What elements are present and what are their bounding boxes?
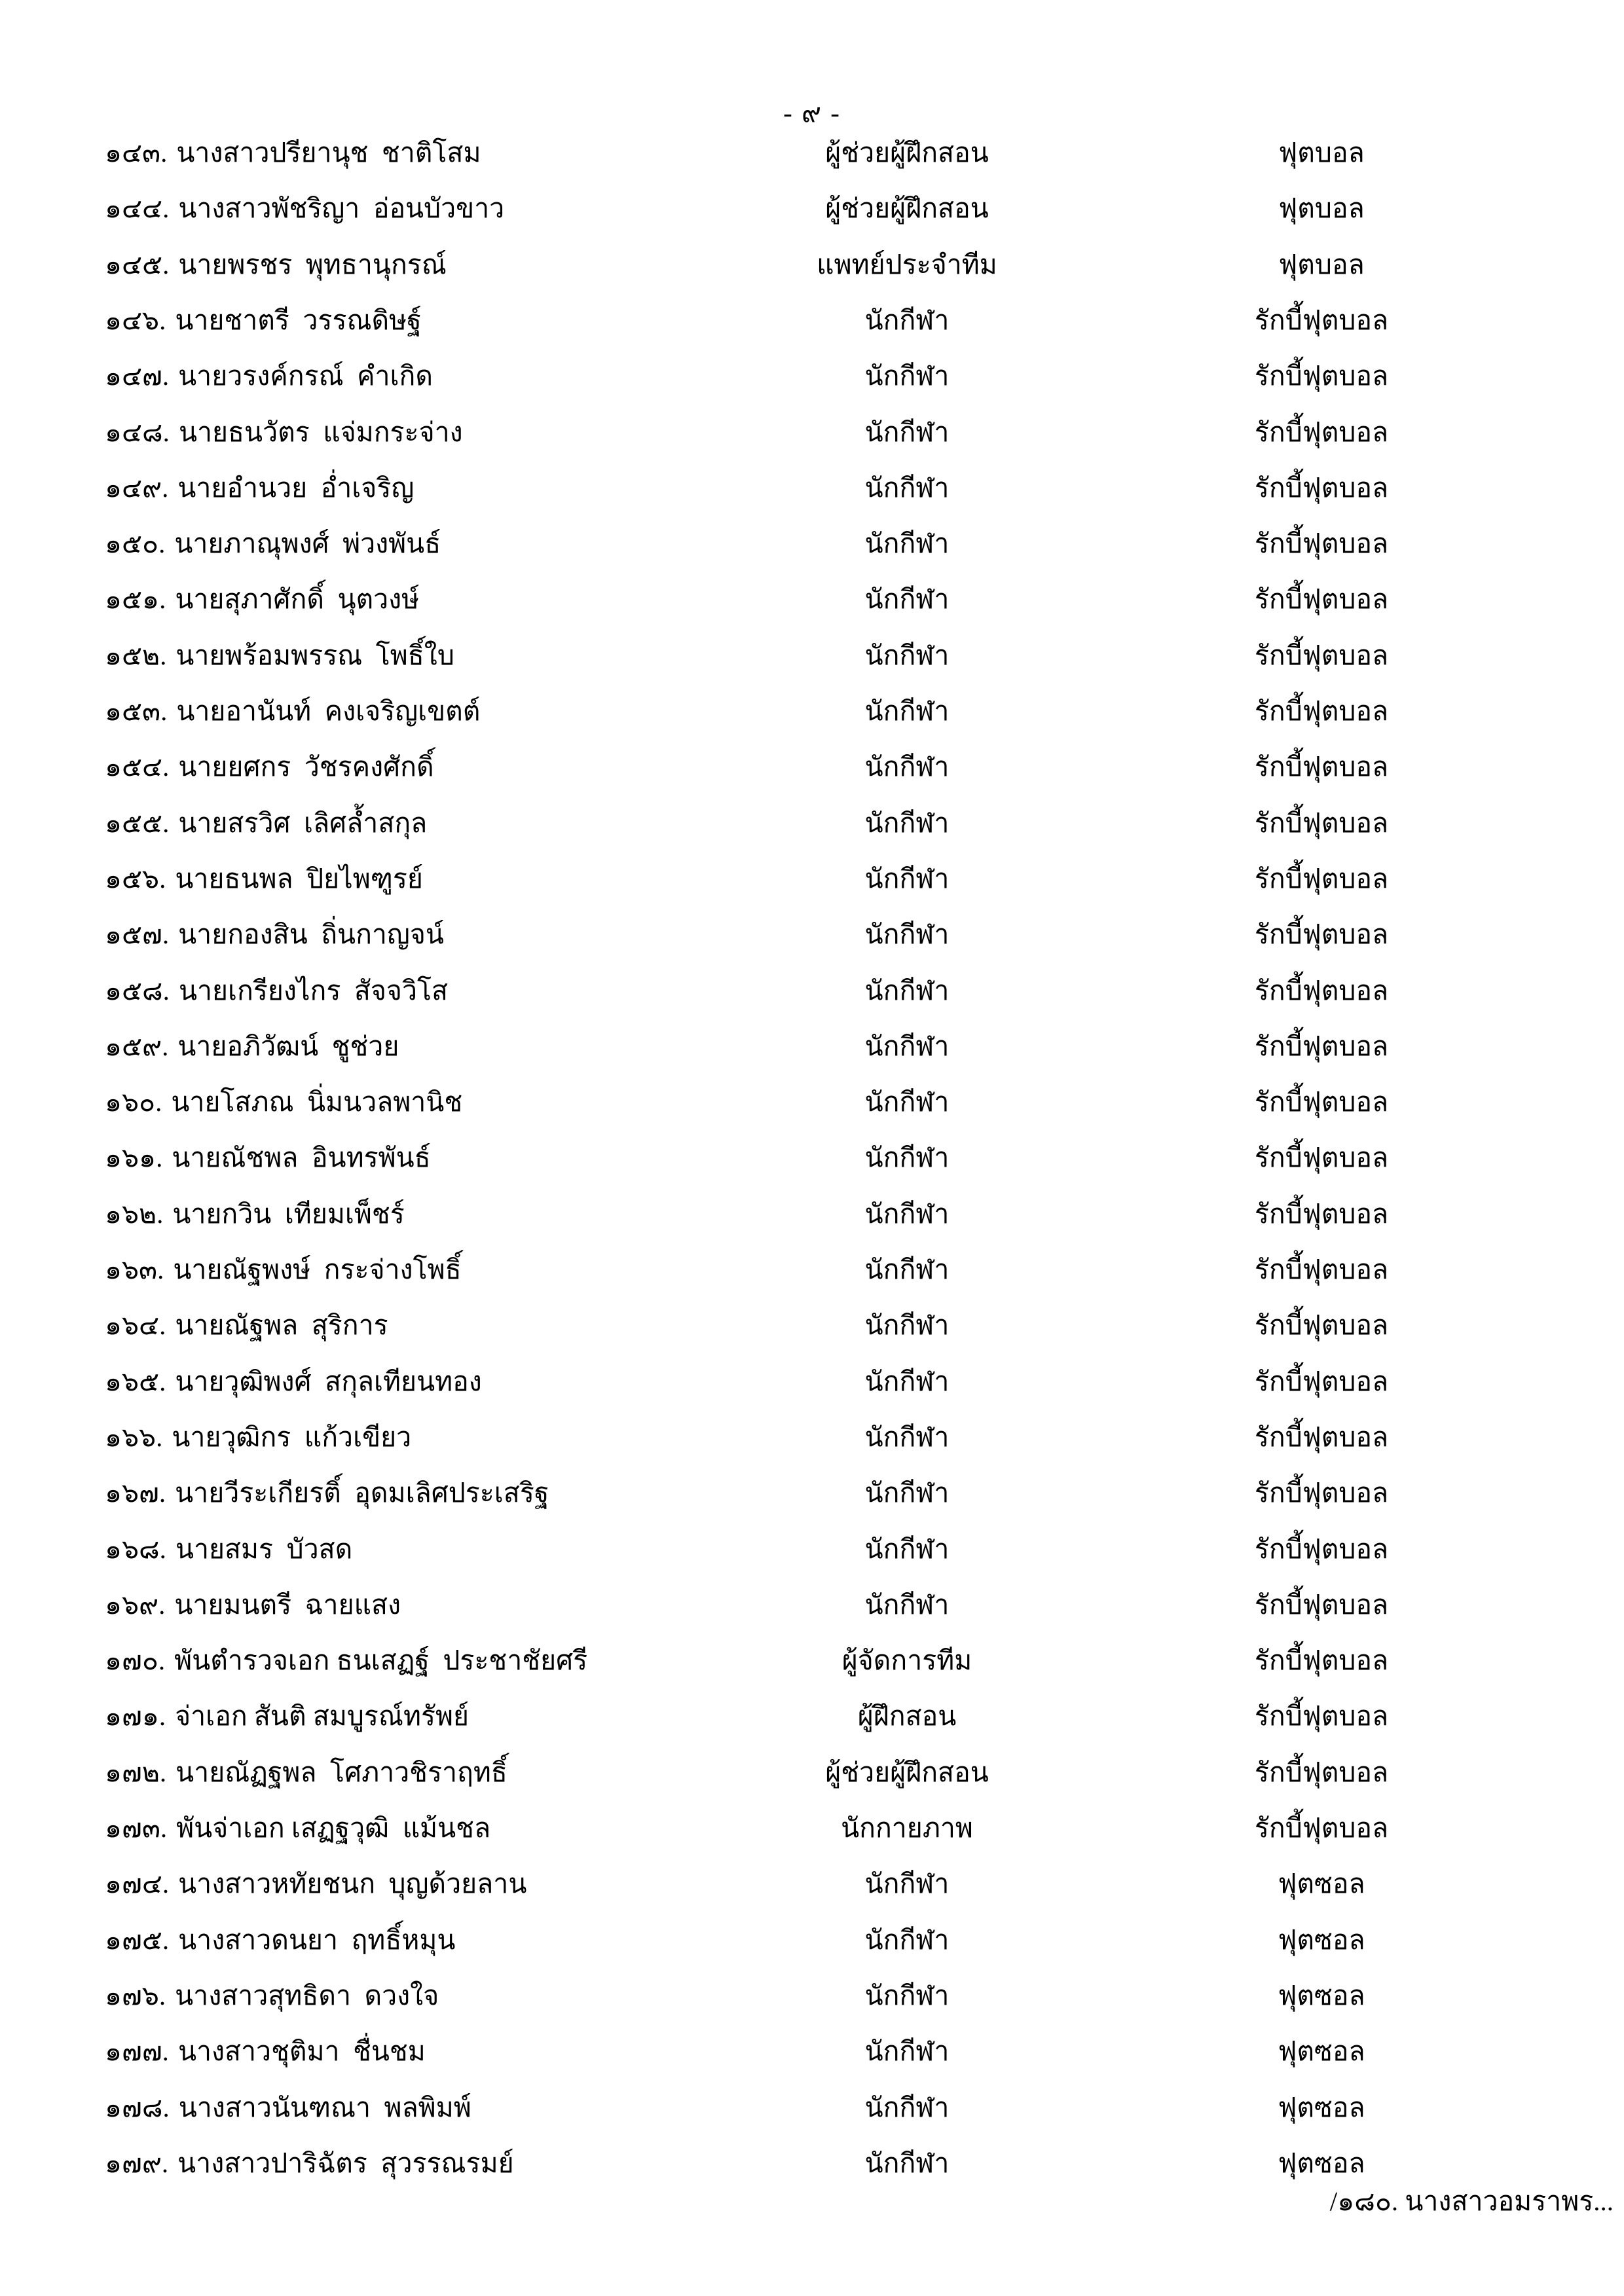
role-cell: นักกีฬา <box>864 1310 950 1340</box>
sport-cell: รักบี้ฟุตบอล <box>1254 1422 1389 1452</box>
person-name: นายวรงค์กรณ์ คำเกิด <box>178 361 433 391</box>
table-row <box>0 1353 1624 1410</box>
row-number: ๑๔๘. <box>105 417 170 447</box>
sport-cell: รักบี้ฟุตบอล <box>1254 1534 1389 1564</box>
role-cell: นักกีฬา <box>864 584 950 614</box>
sport-cell: รักบี้ฟุตบอล <box>1254 1701 1389 1731</box>
number-and-name-cell <box>105 460 414 516</box>
role-cell: นักกีฬา <box>864 1142 950 1173</box>
role-cell: นักกีฬา <box>864 1590 950 1620</box>
number-and-name-cell <box>105 738 434 795</box>
row-number: ๑๔๕. <box>105 249 170 280</box>
sport-cell: รักบี้ฟุตบอล <box>1254 1031 1389 1061</box>
role-cell: ผู้ช่วยผู้ฝึกสอน <box>825 1757 989 1787</box>
number-and-name-cell <box>105 906 444 962</box>
sport-cell: รักบี้ฟุตบอล <box>1254 1366 1389 1396</box>
sport-cell: ฟุตบอล <box>1278 193 1365 223</box>
row-number: ๑๖๐. <box>105 1087 162 1117</box>
role-cell: นักกีฬา <box>864 1478 950 1508</box>
row-number: ๑๖๗. <box>105 1478 166 1508</box>
person-name: นายณัชพล อินทรพันธ์ <box>172 1142 431 1173</box>
row-number: ๑๗๓. <box>105 1813 168 1843</box>
number-and-name-cell <box>105 2135 514 2191</box>
number-and-name-cell <box>105 236 447 293</box>
number-and-name-cell <box>105 1967 439 2024</box>
sport-cell: รักบี้ฟุตบอล <box>1254 1199 1389 1229</box>
table-row <box>0 1186 1624 1242</box>
table-row <box>0 850 1624 907</box>
row-number: ๑๖๑. <box>105 1142 163 1173</box>
row-number: ๑๔๙. <box>105 473 169 503</box>
sport-cell: รักบี้ฟุตบอล <box>1254 1478 1389 1508</box>
number-and-name-cell <box>105 1074 462 1130</box>
number-and-name-cell <box>105 1129 431 1186</box>
table-row <box>0 1912 1624 1968</box>
table-row <box>0 1409 1624 1465</box>
sport-cell: รักบี้ฟุตบอล <box>1254 752 1389 782</box>
sport-cell: รักบี้ฟุตบอล <box>1254 640 1389 670</box>
person-name: นายกองสิน ถิ่นกาญจน์ <box>178 919 444 949</box>
role-cell: นักกีฬา <box>864 808 950 838</box>
number-and-name-cell <box>105 1241 462 1298</box>
table-row <box>0 795 1624 851</box>
number-and-name-cell <box>105 292 422 348</box>
sport-cell: รักบี้ฟุตบอล <box>1254 361 1389 391</box>
number-and-name-cell <box>105 1912 455 1968</box>
sport-cell: รักบี้ฟุตบอล <box>1254 1142 1389 1173</box>
person-name: นางสาวนันฑณา พลพิมพ์ <box>178 2092 471 2123</box>
role-cell: ผู้ช่วยผู้ฝึกสอน <box>825 137 989 168</box>
row-number: ๑๔๗. <box>105 361 170 391</box>
table-row <box>0 180 1624 236</box>
role-cell: นักกีฬา <box>864 1366 950 1396</box>
role-cell: นักกีฬา <box>864 361 950 391</box>
role-cell: นักกีฬา <box>864 1031 950 1061</box>
number-and-name-cell <box>105 124 481 181</box>
row-number: ๑๕๗. <box>105 919 170 949</box>
person-name: พันตำรวจเอก ธนเสฏฐ์ ประชาชัยศรี <box>174 1645 588 1675</box>
person-name: นายกวิน เทียมเพ็ชร์ <box>172 1199 405 1229</box>
person-name: นายธนพล ปิยไพฑูรย์ <box>175 864 423 894</box>
row-number: ๑๗๐. <box>105 1645 166 1675</box>
table-row <box>0 1297 1624 1353</box>
number-and-name-cell <box>105 1465 549 1521</box>
sport-cell: รักบี้ฟุตบอล <box>1254 975 1389 1006</box>
table-row <box>0 2023 1624 2079</box>
row-number: ๑๗๔. <box>105 1868 170 1899</box>
table-row <box>0 571 1624 627</box>
number-and-name-cell <box>105 1744 507 1800</box>
sport-cell: รักบี้ฟุตบอล <box>1254 1645 1389 1675</box>
table-row <box>0 348 1624 404</box>
person-name: นางสาวชุติมา ชื่นชม <box>177 2036 426 2066</box>
person-name: พันจ่าเอก เสฏฐวุฒิ แม้นชล <box>176 1813 491 1843</box>
number-and-name-cell <box>105 348 433 404</box>
number-and-name-cell <box>105 1018 399 1074</box>
row-number: ๑๕๑. <box>105 584 166 614</box>
role-cell: นักกีฬา <box>864 473 950 503</box>
sport-cell: ฟุตซอล <box>1278 1925 1365 1955</box>
sport-cell: ฟุตซอล <box>1278 1868 1365 1899</box>
role-cell: นักกีฬา <box>864 975 950 1006</box>
row-number: ๑๗๑. <box>105 1701 166 1731</box>
role-cell: นักกีฬา <box>864 1980 950 2011</box>
sport-cell: รักบี้ฟุตบอล <box>1254 919 1389 949</box>
row-number: ๑๗๕. <box>105 1925 170 1955</box>
person-name: นางสาวพัชริญา อ่อนบัวขาว <box>178 193 505 223</box>
sport-cell: ฟุตซอล <box>1278 1980 1365 2011</box>
sport-cell: ฟุตซอล <box>1278 2148 1365 2178</box>
table-row <box>0 1967 1624 2024</box>
table-row <box>0 627 1624 683</box>
number-and-name-cell <box>105 1632 587 1688</box>
table-row <box>0 460 1624 516</box>
number-and-name-cell <box>105 1409 411 1465</box>
sport-cell: ฟุตซอล <box>1278 2036 1365 2066</box>
number-and-name-cell <box>105 2079 471 2136</box>
person-name: นายอำนวย อ่ำเจริญ <box>177 473 415 503</box>
number-and-name-cell <box>105 962 448 1019</box>
number-and-name-cell <box>105 515 441 572</box>
role-cell: นักกีฬา <box>864 1199 950 1229</box>
sport-cell: รักบี้ฟุตบอล <box>1254 305 1389 335</box>
table-row <box>0 292 1624 348</box>
number-and-name-cell <box>105 683 480 739</box>
role-cell: นักกีฬา <box>864 919 950 949</box>
person-name: นายณัฐพล สุริการ <box>175 1310 388 1340</box>
table-row <box>0 1688 1624 1744</box>
sport-cell: รักบี้ฟุตบอล <box>1254 417 1389 447</box>
number-and-name-cell <box>105 1353 482 1410</box>
sport-cell: ฟุตบอล <box>1278 249 1365 280</box>
sport-cell: รักบี้ฟุตบอล <box>1254 1310 1389 1340</box>
sport-cell: รักบี้ฟุตบอล <box>1254 696 1389 726</box>
number-and-name-cell <box>105 1576 401 1633</box>
sport-cell: รักบี้ฟุตบอล <box>1254 1757 1389 1787</box>
row-number: ๑๕๖. <box>105 864 166 894</box>
table-row <box>0 1241 1624 1298</box>
role-cell: นักกีฬา <box>864 1534 950 1564</box>
row-number: ๑๖๘. <box>105 1534 166 1564</box>
row-number: ๑๗๗. <box>105 2036 169 2066</box>
row-number: ๑๖๓. <box>105 1254 164 1285</box>
row-number: ๑๖๕. <box>105 1366 166 1396</box>
sport-cell: รักบี้ฟุตบอล <box>1254 473 1389 503</box>
number-and-name-cell <box>105 1186 405 1242</box>
row-number: ๑๗๙. <box>105 2148 169 2178</box>
table-row <box>0 2079 1624 2136</box>
number-and-name-cell <box>105 850 423 907</box>
person-name: นางสาวดนยา ฤทธิ์หมุน <box>178 1925 456 1955</box>
table-row <box>0 962 1624 1019</box>
person-name: นายภาณุพงศ์ พ่วงพันธ์ <box>174 528 441 558</box>
row-number: ๑๔๖. <box>105 305 166 335</box>
table-row <box>0 236 1624 293</box>
number-and-name-cell <box>105 404 463 460</box>
role-cell: นักกีฬา <box>864 696 950 726</box>
role-cell: นักกีฬา <box>864 417 950 447</box>
person-name: นายสุภาศักดิ์ นุตวงษ์ <box>175 584 420 614</box>
person-name: นางสาวปาริฉัตร สุวรรณรมย์ <box>177 2148 514 2178</box>
role-cell: นักกีฬา <box>864 305 950 335</box>
role-cell: นักกีฬา <box>864 1422 950 1452</box>
role-cell: นักกีฬา <box>864 752 950 782</box>
person-name: นายพร้อมพรรณ โพธิ์ใบ <box>175 640 454 670</box>
table-row <box>0 906 1624 962</box>
role-cell: นักกีฬา <box>864 2092 950 2123</box>
row-number: ๑๔๓. <box>105 137 168 168</box>
table-row <box>0 1855 1624 1912</box>
table-row <box>0 1744 1624 1800</box>
row-number: ๑๗๖. <box>105 1980 166 2011</box>
sport-cell: รักบี้ฟุตบอล <box>1254 1813 1389 1843</box>
person-name: นายอภิวัฒน์ ชูช่วย <box>177 1031 399 1061</box>
person-name: นายธนวัตร แจ่มกระจ่าง <box>178 417 463 447</box>
sport-cell: ฟุตซอล <box>1278 2092 1365 2123</box>
person-name: นางสาวสุทธิดา ดวงใจ <box>175 1980 439 2011</box>
role-cell: ผู้ช่วยผู้ฝึกสอน <box>825 193 989 223</box>
table-row <box>0 1129 1624 1186</box>
person-name: นายยศกร วัชรคงศักดิ์ <box>178 752 434 782</box>
number-and-name-cell <box>105 1855 526 1912</box>
table-row <box>0 1800 1624 1856</box>
number-and-name-cell <box>105 180 504 236</box>
row-number: ๑๕๙. <box>105 1031 169 1061</box>
number-and-name-cell <box>105 1800 490 1856</box>
role-cell: นักกีฬา <box>864 864 950 894</box>
person-name: นายเกรียงไกร สัจจวิโส <box>178 975 449 1006</box>
person-name: นางสาวหทัยชนก บุญด้วยลาน <box>178 1868 527 1899</box>
sport-cell: รักบี้ฟุตบอล <box>1254 1590 1389 1620</box>
row-number: ๑๖๖. <box>105 1422 163 1452</box>
table-row <box>0 1576 1624 1633</box>
table-row <box>0 1521 1624 1577</box>
row-number: ๑๕๕. <box>105 808 170 838</box>
row-number: ๑๕๘. <box>105 975 170 1006</box>
sport-cell: รักบี้ฟุตบอล <box>1254 528 1389 558</box>
table-row <box>0 738 1624 795</box>
table-row <box>0 404 1624 460</box>
table-row <box>0 1018 1624 1074</box>
role-cell: นักกายภาพ <box>841 1813 973 1843</box>
continuation-note: /๑๘๐. นางสาวอมราพร... <box>1329 2186 1614 2216</box>
row-number: ๑๔๔. <box>105 193 170 223</box>
row-number: ๑๕๔. <box>105 752 170 782</box>
person-name: นายวุฒิกร แก้วเขียว <box>172 1422 412 1452</box>
person-name: นายณัฏฐพล โศภาวชิราฤทธิ์ <box>175 1757 507 1787</box>
number-and-name-cell <box>105 2023 426 2079</box>
table-row <box>0 1632 1624 1688</box>
number-and-name-cell <box>105 1688 469 1744</box>
row-number: ๑๗๒. <box>105 1757 167 1787</box>
person-name: นายอานันท์ คงเจริญเขตต์ <box>176 696 481 726</box>
row-number: ๑๖๒. <box>105 1199 164 1229</box>
person-name: นายวุฒิพงศ์ สกุลเทียนทอง <box>175 1366 482 1396</box>
role-cell: ผู้ฝึกสอน <box>857 1701 957 1731</box>
person-name: นายณัฐพงษ์ กระจ่างโพธิ์ <box>173 1254 462 1285</box>
person-name: จ่าเอก สันติ สมบูรณ์ทรัพย์ <box>175 1701 470 1731</box>
row-number: ๑๖๔. <box>105 1310 166 1340</box>
sport-cell: รักบี้ฟุตบอล <box>1254 584 1389 614</box>
person-name: นายพรชร พุทธานุกรณ์ <box>178 249 447 280</box>
person-name: นายสมร บัวสด <box>175 1534 353 1564</box>
row-number: ๑๕๐. <box>105 528 166 558</box>
role-cell: นักกีฬา <box>864 1868 950 1899</box>
person-name: นายชาตรี วรรณดิษฐ์ <box>175 305 422 335</box>
sport-cell: รักบี้ฟุตบอล <box>1254 1087 1389 1117</box>
number-and-name-cell <box>105 571 419 627</box>
number-and-name-cell <box>105 1521 352 1577</box>
sport-cell: ฟุตบอล <box>1278 137 1365 168</box>
page-number: - ๙ - <box>783 98 841 128</box>
number-and-name-cell <box>105 1297 388 1353</box>
person-name: นายสรวิศ เลิศล้ำสกุล <box>178 808 428 838</box>
role-cell: นักกีฬา <box>864 1925 950 1955</box>
role-cell: ผู้จัดการทีม <box>841 1645 972 1675</box>
person-name: นายวีระเกียรติ์ อุดมเลิศประเสริฐ <box>175 1478 549 1508</box>
sport-cell: รักบี้ฟุตบอล <box>1254 864 1389 894</box>
number-and-name-cell <box>105 627 454 683</box>
table-row <box>0 124 1624 181</box>
number-and-name-cell <box>105 795 427 851</box>
table-row <box>0 515 1624 572</box>
role-cell: แพทย์ประจำทีม <box>817 249 997 280</box>
row-number: ๑๖๙. <box>105 1590 166 1620</box>
person-name: นายโสภณ นิ่มนวลพานิช <box>171 1087 463 1117</box>
row-number: ๑๗๘. <box>105 2092 170 2123</box>
sport-cell: รักบี้ฟุตบอล <box>1254 1254 1389 1285</box>
sport-cell: รักบี้ฟุตบอล <box>1254 808 1389 838</box>
role-cell: นักกีฬา <box>864 640 950 670</box>
table-row <box>0 683 1624 739</box>
person-name: นายมนตรี ฉายแสง <box>174 1590 401 1620</box>
role-cell: นักกีฬา <box>864 2148 950 2178</box>
role-cell: นักกีฬา <box>864 2036 950 2066</box>
role-cell: นักกีฬา <box>864 1087 950 1117</box>
person-name: นางสาวปรียานุช ชาติโสม <box>176 137 481 168</box>
role-cell: นักกีฬา <box>864 1254 950 1285</box>
row-number: ๑๕๓. <box>105 696 168 726</box>
role-cell: นักกีฬา <box>864 528 950 558</box>
table-row <box>0 1465 1624 1521</box>
table-row <box>0 1074 1624 1130</box>
row-number: ๑๕๒. <box>105 640 167 670</box>
